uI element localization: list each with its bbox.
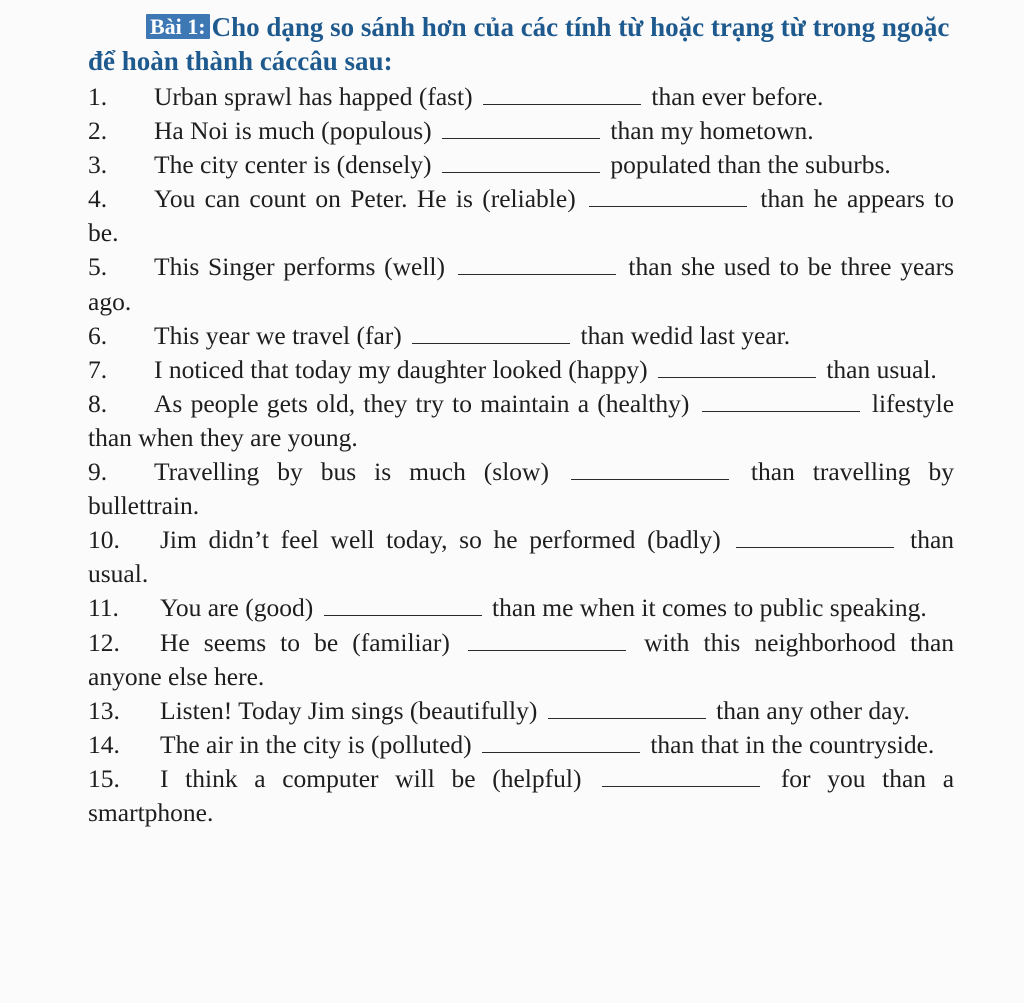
item-continuation: than me when it comes to public speaking.	[491, 593, 927, 623]
item-number: 15.	[88, 763, 120, 793]
item-prompt: He seems to be (familiar)	[160, 627, 450, 657]
item-number: 6.	[88, 320, 108, 350]
item-continuation: than that in the countryside.	[650, 729, 935, 759]
item-continuation: than usual.	[88, 525, 955, 589]
item-continuation: lifestyle than when they are young.	[88, 388, 955, 452]
item-prompt: Jim didn’t feel well today, so he performed (badly)	[160, 525, 721, 555]
item-number: 1.	[88, 82, 108, 111]
item-number: 8.	[88, 388, 108, 418]
answer-blank[interactable]	[412, 323, 570, 344]
list-item	[88, 728, 954, 762]
exercise-instruction: Cho dạng so sánh hơn của các tính từ hoặc trạng từ trong ngoặc để hoàn thành cáccâu sau:	[88, 12, 950, 76]
item-number: 10.	[88, 525, 120, 555]
item-number: 14.	[88, 729, 120, 759]
item-continuation: with this neighborhood than anyone else here.	[88, 627, 955, 691]
answer-blank[interactable]	[589, 186, 747, 207]
item-continuation: than any other day.	[716, 695, 910, 725]
item-prompt: The city center is (densely)	[154, 150, 432, 180]
item-prompt: Ha Noi is much (populous)	[154, 116, 432, 146]
answer-blank[interactable]	[458, 254, 616, 275]
list-item	[88, 80, 954, 114]
item-prompt: You are (good)	[160, 593, 314, 623]
item-continuation: than she used to be three years ago.	[88, 252, 954, 316]
item-continuation: for you than a smartphone.	[88, 763, 955, 827]
exercise-heading	[88, 10, 968, 78]
item-number: 2.	[88, 116, 108, 146]
item-number: 3.	[88, 150, 108, 180]
list-item	[88, 353, 954, 387]
answer-blank[interactable]	[658, 357, 816, 378]
list-item	[88, 250, 954, 318]
answer-blank[interactable]	[483, 84, 641, 105]
item-prompt: The air in the city is (polluted)	[160, 729, 472, 759]
item-number: 5.	[88, 252, 108, 282]
answer-blank[interactable]	[324, 595, 482, 616]
list-item	[88, 762, 954, 830]
answer-blank[interactable]	[442, 118, 600, 139]
list-item	[88, 319, 954, 353]
item-continuation: than ever before.	[651, 82, 824, 111]
list-item	[88, 182, 954, 250]
item-prompt: I think a computer will be (helpful)	[160, 763, 582, 793]
item-number: 13.	[88, 695, 120, 725]
list-item	[88, 114, 954, 148]
answer-blank[interactable]	[602, 766, 760, 787]
item-continuation: populated than the suburbs.	[610, 150, 891, 180]
item-prompt: You can count on Peter. He is (reliable)	[154, 184, 576, 214]
answer-blank[interactable]	[736, 527, 894, 548]
answer-blank[interactable]	[702, 391, 860, 412]
item-continuation: than my hometown.	[610, 116, 814, 146]
item-number: 7.	[88, 354, 108, 384]
item-prompt: This year we travel (far)	[154, 320, 402, 350]
answer-blank[interactable]	[571, 459, 729, 480]
item-number: 11.	[88, 593, 119, 623]
answer-blank[interactable]	[468, 630, 626, 651]
list-item	[88, 694, 954, 728]
cropped-previous-line	[190, 0, 570, 4]
list-item	[88, 455, 954, 523]
list-item	[88, 387, 954, 455]
exercise-list	[88, 80, 954, 830]
exercise-badge: Bài 1:	[146, 14, 210, 39]
item-number: 9.	[88, 457, 108, 487]
list-item	[88, 523, 954, 591]
item-continuation: than wedid last year.	[580, 320, 791, 350]
item-prompt: Urban sprawl has happed (fast)	[154, 82, 473, 111]
item-continuation: than travelling by bullettrain.	[88, 457, 954, 521]
item-continuation: than he appears to be.	[88, 184, 954, 248]
list-item	[88, 626, 954, 694]
item-prompt: Listen! Today Jim sings (beautifully)	[160, 695, 538, 725]
item-prompt: Travelling by bus is much (slow)	[154, 457, 549, 487]
item-number: 12.	[88, 627, 120, 657]
item-number: 4.	[88, 184, 108, 214]
item-prompt: This Singer performs (well)	[154, 252, 445, 282]
answer-blank[interactable]	[442, 152, 600, 173]
answer-blank[interactable]	[548, 698, 706, 719]
item-prompt: As people gets old, they try to maintain a (healthy)	[154, 388, 690, 418]
item-continuation: than usual.	[826, 354, 937, 384]
list-item	[88, 148, 954, 182]
item-prompt: I noticed that today my daughter looked (happy)	[154, 354, 648, 384]
answer-blank[interactable]	[482, 732, 640, 753]
list-item	[88, 591, 954, 625]
